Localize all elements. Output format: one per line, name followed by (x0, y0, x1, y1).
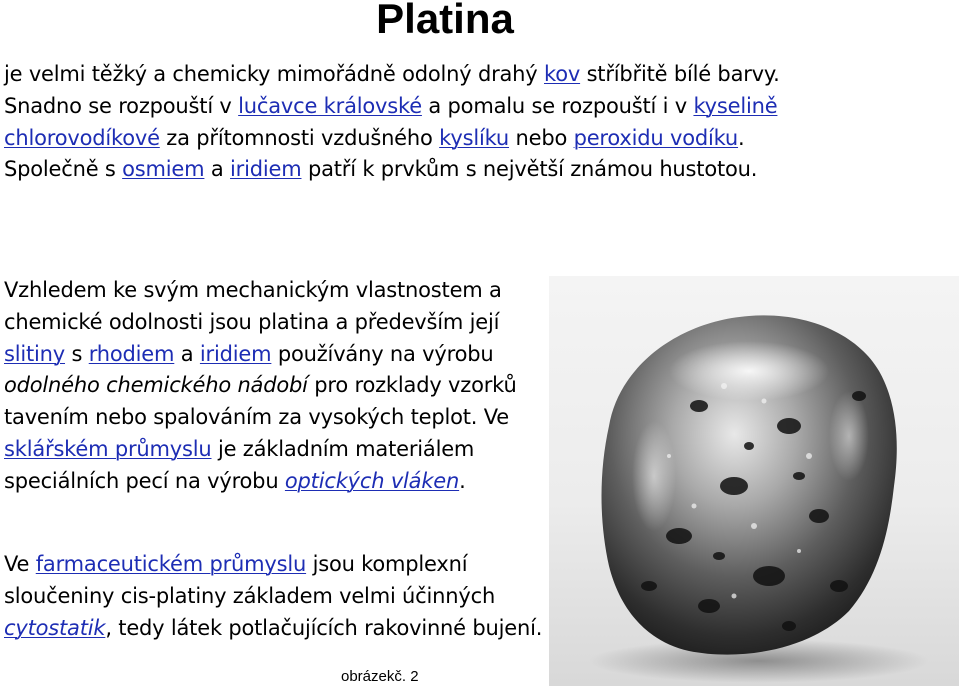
paragraph-text: , tedy látek potlačujících rakovinné bujení. (105, 615, 543, 640)
link-cytostatika[interactable]: cytostatik (4, 615, 106, 640)
link-kov[interactable]: kov (544, 62, 581, 86)
paragraph-pharma (4, 549, 549, 644)
paragraph-text: používány na výrobu (271, 341, 494, 366)
paragraph-text: Snadno se rozpouští v (4, 93, 239, 118)
paragraph-text: je základním materiálem speciálních pecí na výrobu (4, 436, 475, 493)
platinum-nugget-photo (549, 276, 959, 686)
link-sklarsky-prumysl[interactable]: sklářském průmyslu (4, 436, 212, 461)
platinum-nugget-illustration (549, 276, 959, 686)
paragraph-text: a (174, 341, 200, 366)
link-iridium-2[interactable]: iridiem (199, 341, 272, 366)
link-peroxid-vodiku[interactable]: peroxidu vodíku (573, 125, 739, 150)
paragraph-text: Vzhledem ke svým mechanickým vlastnostem a chemické odolnosti jsou platina a především její (4, 278, 502, 334)
paragraph-text: nebo (509, 125, 574, 150)
paragraph-text: za přítomnosti vzdušného (159, 125, 440, 150)
link-kyslik[interactable]: kyslíku (439, 125, 510, 150)
paragraph-text: s (65, 341, 89, 366)
paragraph-text: pro rozklady vzorků tavením nebo spalováním za vysokých teplot. Ve (4, 373, 517, 430)
paragraph-text: a (204, 157, 231, 182)
paragraph-text: a pomalu se rozpouští i v (421, 93, 694, 118)
paragraph-text: stříbřitě bílé barvy. (580, 62, 780, 86)
paragraph-text: Ve (4, 552, 36, 576)
link-slitiny[interactable]: slitiny (4, 341, 66, 366)
paragraph-text: je velmi těžký a chemicky mimořádně odolný drahý (4, 62, 544, 86)
paragraph-text: jsou komplexní sloučeniny cis-platiny základem velmi účinných (4, 552, 496, 608)
page-title: Platina (376, 0, 514, 42)
link-osmium[interactable]: osmiem (122, 157, 205, 182)
image-caption: obrázekč. 2 (341, 668, 419, 685)
link-kyselina-chlorovodikova[interactable]: kyselině chlorovodíkové (4, 93, 778, 150)
paragraph-text: patří k prvkům s největší známou hustotou. (301, 157, 758, 182)
link-iridium[interactable]: iridiem (230, 157, 302, 182)
paragraph-usage (4, 275, 544, 498)
paragraph-intro (4, 59, 804, 186)
paragraph-text: . Společně s (4, 125, 745, 182)
link-lucavka-kralovska[interactable]: lučavce královské (238, 93, 422, 118)
link-opticka-vlakna[interactable]: optických vláken (284, 468, 460, 493)
emphasized-text: odolného chemického nádobí (4, 373, 308, 398)
link-farmaceuticky-prumysl[interactable]: farmaceutickém průmyslu (35, 552, 307, 576)
link-rhodium[interactable]: rhodiem (88, 341, 175, 366)
paragraph-text: . (459, 468, 466, 493)
